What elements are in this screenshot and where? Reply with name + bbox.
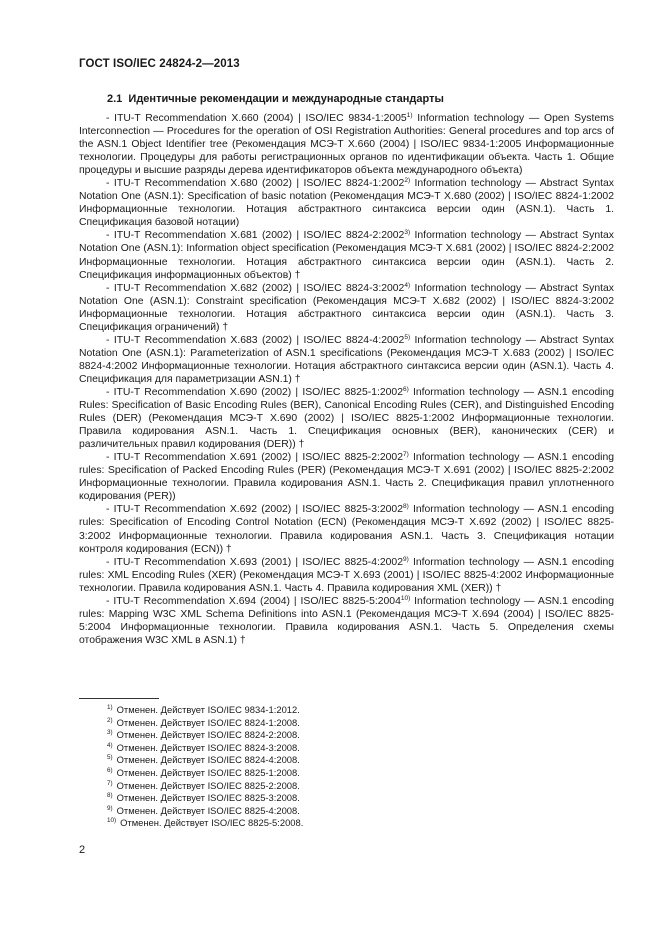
section-heading [107,93,444,105]
reference-paragraph: - ITU-T Recommendation X.683 (2002) | ISO/IEC 8824-4:2002$^{5)}$ Information technology — Abstract Syntax Notation One (ASN.1): Parameterization of ASN.1 specifications (Рекомендация МСЭ-Т X.683 (2002) | ISO/IEC 8824-4:2002 Информационные технологии. Нотация абстрактного синтаксиса версии один (ASN.1). Часть 4. Спецификация для параметризации ASN.1) † [79,333,615,385]
reference-paragraph: - ITU-T Recommendation X.692 (2002) | ISO/IEC 8825-3:2002$^{8)}$ Information technology — ASN.1 encoding rules: Specification of Encoding Control Notation (ECN) (Рекомендация МСЭ-Т X.692 (2002) | ISO/IEC 8825-3:2002 Информационные технологии. Правила кодирования ASN.1. Часть 3. Спецификация нотации контроля кодирования (ECN)) † [79,503,615,555]
footnote-item: $^{1)}$ Отменен. Действует ISO/IEC 9834-1:2012. [107,704,300,715]
page-header: ГОСТ ISO/IEC 24824-2—2013 [79,58,240,70]
reference-paragraph: - ITU-T Recommendation X.694 (2004) | ISO/IEC 8825-5:2004$^{10)}$ Information technology — ASN.1 encoding rules: Mapping W3C XML Schema Definitions into ASN.1 (Рекомендация МСЭ-Т X.694 (2004) | ISO/IEC 8825-5:2004 Информационные технологии. Правила кодирования ASN.1. Часть 5. Определения схемы отображения W3C XML в ASN.1) † [79,594,614,646]
section-number: 2.1 [107,93,123,105]
footnote-ref: 7) [402,451,409,459]
footnotes [107,704,407,830]
footnote-item: $^{2)}$ Отменен. Действует ISO/IEC 8824-1:2008. [107,716,300,728]
reference-paragraph: - ITU-T Recommendation X.660 (2004) | ISO/IEC 9834-1:2005$^{1)}$ Information technology — Open Systems Interconnection — Procedures for the operation of OSI Registration Authorities: General procedures and top arcs of the ASN.1 Object Identifier tree (Рекомендация МСЭ-Т X.660 (2004) | ISO/IEC 9834-1:2005 Информационные технологии. Процедуры для работы регистрационных органов по идентификации объекта. Часть 1. Общие процедуры и высшие разряды дерева идентификаторов объекта международного объекта) [79,112,615,177]
footnote-item: $^{5)}$ Отменен. Действует ISO/IEC 8824-4:2008. [107,754,300,766]
footnote-ref: 6) [402,385,409,393]
footnote-ref: 5) [404,333,411,341]
reference-paragraph: - ITU-T Recommendation X.681 (2002) | ISO/IEC 8824-2:2002$^{3)}$ Information technology — Abstract Syntax Notation One (ASN.1): Information object specification (Рекомендация МСЭ-Т X.681 (2002) | ISO/IEC 8824-2:2002 Информационные технологии. Нотация абстрактного синтаксиса версии один (ASN.1). Часть 2. Спецификация информационных объектов) † [79,229,615,281]
body-text [79,112,614,647]
footnote-ref: 3) [404,229,411,237]
footnote-ref: 10) [400,594,411,602]
footnote-ref: 9) [402,555,409,563]
reference-paragraph: - ITU-T Recommendation X.691 (2002) | ISO/IEC 8825-2:2002$^{7)}$ Information technology — ASN.1 encoding rules: Specification of Packed Encoding Rules (PER) (Рекомендация МСЭ-Т X.691 (2002) | ISO/IEC 8825-2:2002 Информационные технологии. Правила кодирования ASN.1. Часть 2. Спецификация правил уплотненного кодирования (PER)) [79,451,615,503]
footnote-item: $^{4)}$ Отменен. Действует ISO/IEC 8824-3:2008. [107,741,300,753]
footnote-ref: 8) [402,503,409,511]
footnote-item: $^{3)}$ Отменен. Действует ISO/IEC 8824-2:2008. [107,729,300,741]
section-title: Идентичные рекомендации и международные стандарты [128,93,444,105]
page-number: 2 [79,844,86,856]
footnote-divider [79,698,159,699]
footnote-item: $^{6)}$ Отменен. Действует ISO/IEC 8825-1:2008. [107,766,300,778]
footnote-ref: 1) [406,112,413,119]
footnote-item: $^{10)}$ Отменен. Действует ISO/IEC 8825-5:2008. [107,817,304,829]
reference-paragraph: - ITU-T Recommendation X.690 (2002) | ISO/IEC 8825-1:2002$^{6)}$ Information technology — ASN.1 encoding Rules: Specification of Basic Encoding Rules (BER), Canonical Encoding Rules (CER), and Distinguished Encoding Rules (DER) (Рекомендация МСЭ-Т X.690 (2002) | ISO/IEC 8825-1:2002 Информационные технологии. Правила кодирования ASN.1. Часть 1. Спецификация основных (BER), канонических (CER) и различительных правил кодирования (DER)) † [79,385,615,451]
footnote-ref: 4) [404,281,411,289]
footnote-item: $^{9)}$ Отменен. Действует ISO/IEC 8825-4:2008. [107,804,300,816]
reference-paragraph: - ITU-T Recommendation X.682 (2002) | ISO/IEC 8824-3:2002$^{4)}$ Information technology — Abstract Syntax Notation One (ASN.1): Constraint specification (Рекомендация МСЭ-Т X.682 (2002) | ISO/IEC 8824-3:2002 Информационные технологии. Нотация абстрактного синтаксиса версии один (ASN.1). Часть 3. Спецификация ограничений) † [79,281,615,333]
footnote-item: $^{7)}$ Отменен. Действует ISO/IEC 8825-2:2008. [107,779,300,791]
reference-paragraph: - ITU-T Recommendation X.680 (2002) | ISO/IEC 8824-1:2002$^{2)}$ Information technology — Abstract Syntax Notation One (ASN.1): Specification of basic notation (Рекомендация МСЭ-Т X.680 (2002) | ISO/IEC 8824-1:2002 Информационные технологии. Нотация абстрактного синтаксиса версии один (ASN.1). Часть 1. Спецификация базовой нотации) [79,177,615,229]
reference-paragraph: - ITU-T Recommendation X.693 (2001) | ISO/IEC 8825-4:2002$^{9)}$ Information technology — ASN.1 encoding rules: XML Encoding Rules (XER) (Рекомендация МСЭ-Т X.693 (2001) | ISO/IEC 8825-4:2002 Информационные технологии. Правила кодирования ASN.1. Часть 4. Правила кодирования XML (XER)) † [79,555,615,594]
footnote-ref: 2) [404,177,411,185]
footnote-item: $^{8)}$ Отменен. Действует ISO/IEC 8825-3:2008. [107,792,300,804]
